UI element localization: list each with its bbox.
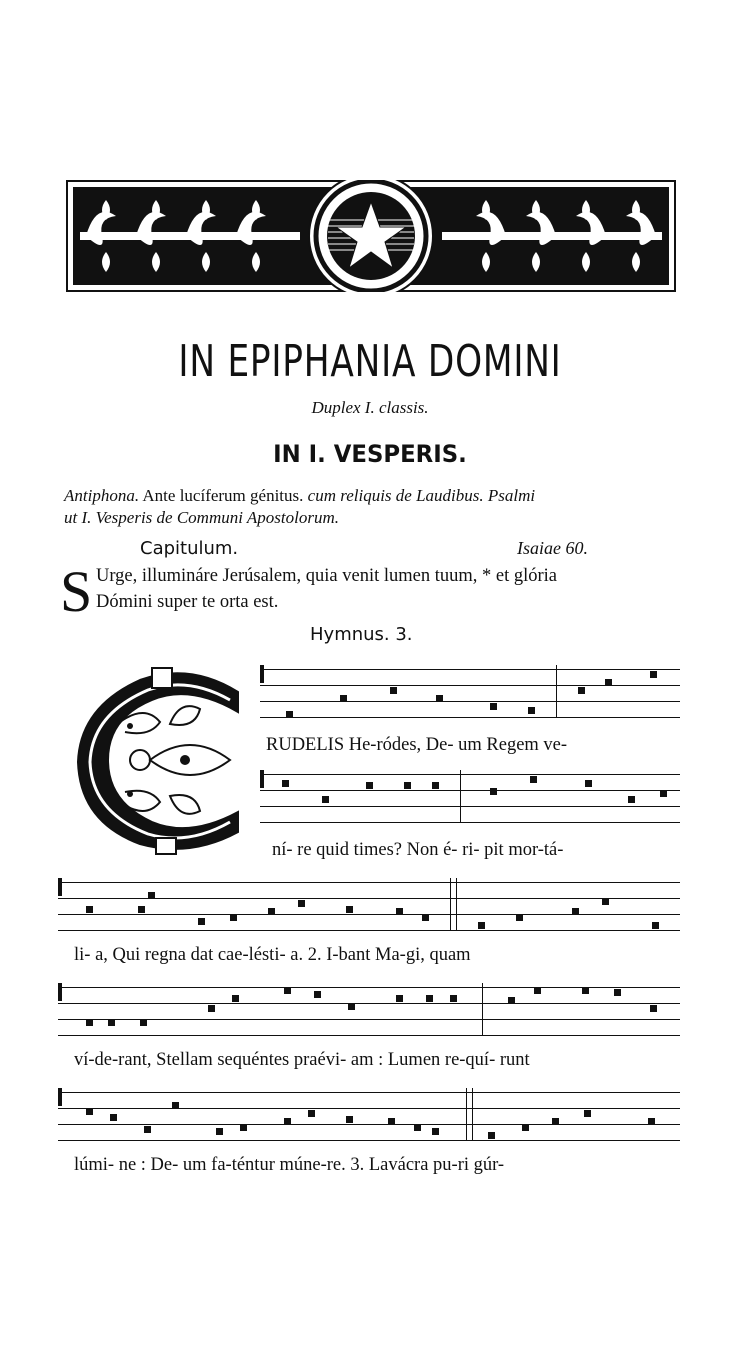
drop-initial-s: S <box>60 559 93 624</box>
music-staff-4 <box>58 983 680 1041</box>
section-heading: IN I. VESPERIS. <box>273 440 467 468</box>
hymn-label: Hymnus. 3. <box>310 624 413 645</box>
page-title: IN EPIPHANIA DOMINI <box>178 336 562 387</box>
antiphon-label: Antiphona. <box>64 486 140 505</box>
hymn-lyrics-line-4: ví-de-rant, Stellam sequéntes praévi- am : Lumen re-quí- runt <box>74 1050 530 1070</box>
antiphon-rubric: cum reliquis de Laudibus. Psalmi <box>307 486 536 505</box>
capitulum-line-2: Dómini super te orta est. <box>96 592 279 612</box>
antiphon-text: Ante lucíferum génitus. <box>142 486 304 505</box>
star-medallion-icon <box>309 180 433 292</box>
capitulum-label: Capitulum. <box>140 538 239 559</box>
hymn-lyrics-line-5: lúmi- ne : De- um fa-téntur múne-re. 3. Lavácra pu-ri gúr- <box>74 1155 505 1175</box>
decorated-initial-c-icon <box>60 662 250 858</box>
music-staff-3 <box>58 878 680 936</box>
music-staff-1 <box>260 665 680 721</box>
music-staff-2 <box>260 770 680 826</box>
antiphon-line-1 <box>64 486 535 506</box>
hymn-lyrics-line-2: ní- re quid times? Non é- ri- pit mor-tá- <box>272 840 564 860</box>
antiphon-rubric-2: ut I. Vesperis de Communi Apostolorum. <box>64 508 339 527</box>
feast-rank: Duplex I. classis. <box>311 398 429 417</box>
capitulum-reference: Isaiae 60. <box>517 538 588 558</box>
hymn-lyrics-line-1: RUDELIS He-ródes, De- um Regem ve- <box>266 735 568 755</box>
hymn-lyrics-line-3: li- a, Qui regna dat cae-lésti- a. 2. I-bant Ma-gi, quam <box>74 945 471 965</box>
music-staff-5 <box>58 1088 680 1146</box>
ornamental-header-band <box>66 180 676 292</box>
capitulum-line-1: Urge, illumináre Jerúsalem, quia venit lumen tuum, * et glória <box>96 566 558 586</box>
